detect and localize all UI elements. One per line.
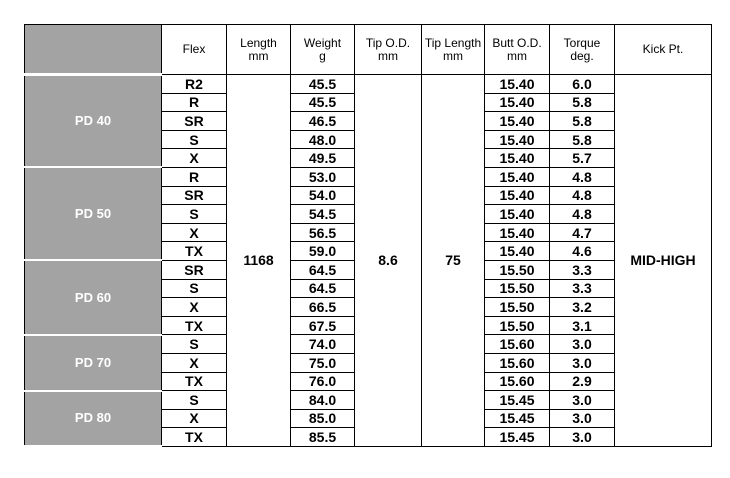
torque-cell: 5.8 [550, 93, 615, 112]
torque-cell: 3.3 [550, 279, 615, 298]
butt-od-cell: 15.50 [485, 298, 550, 317]
weight-cell: 85.5 [291, 428, 355, 447]
torque-cell: 3.2 [550, 298, 615, 317]
weight-cell: 54.0 [291, 186, 355, 205]
flex-cell: R [162, 167, 227, 186]
butt-od-cell: 15.40 [485, 223, 550, 242]
tip-od-cell: 8.6 [355, 75, 422, 447]
flex-cell: R2 [162, 75, 227, 94]
model-name-cell: PD 60 [25, 260, 162, 334]
butt-od-cell: 15.40 [485, 205, 550, 224]
flex-cell: TX [162, 428, 227, 447]
header-length: Length mm [227, 25, 291, 75]
butt-od-cell: 15.60 [485, 335, 550, 354]
header-tip-length: Tip Length mm [422, 25, 485, 75]
torque-cell: 3.3 [550, 260, 615, 279]
flex-cell: R [162, 93, 227, 112]
torque-cell: 5.7 [550, 149, 615, 168]
torque-cell: 4.7 [550, 223, 615, 242]
weight-cell: 64.5 [291, 279, 355, 298]
weight-cell: 67.5 [291, 316, 355, 335]
torque-cell: 5.8 [550, 112, 615, 131]
weight-cell: 56.5 [291, 223, 355, 242]
weight-cell: 48.0 [291, 130, 355, 149]
flex-cell: S [162, 335, 227, 354]
torque-cell: 4.6 [550, 242, 615, 261]
butt-od-cell: 15.40 [485, 75, 550, 94]
torque-cell: 5.8 [550, 130, 615, 149]
butt-od-cell: 15.60 [485, 353, 550, 372]
weight-cell: 45.5 [291, 93, 355, 112]
butt-od-cell: 15.50 [485, 316, 550, 335]
torque-cell: 4.8 [550, 186, 615, 205]
flex-cell: X [162, 223, 227, 242]
torque-cell: 3.0 [550, 391, 615, 410]
header-weight: Weight g [291, 25, 355, 75]
model-name-cell: PD 70 [25, 335, 162, 391]
weight-cell: 75.0 [291, 353, 355, 372]
flex-cell: SR [162, 186, 227, 205]
model-name-cell: PD 40 [25, 75, 162, 168]
torque-cell: 3.0 [550, 335, 615, 354]
header-corner [25, 25, 162, 75]
header-torque: Torque deg. [550, 25, 615, 75]
flex-cell: TX [162, 316, 227, 335]
header-butt-od: Butt O.D. mm [485, 25, 550, 75]
length-cell: 1168 [227, 75, 291, 447]
weight-cell: 45.5 [291, 75, 355, 94]
butt-od-cell: 15.40 [485, 149, 550, 168]
header-flex: Flex [162, 25, 227, 75]
spec-table-body [25, 75, 712, 447]
butt-od-cell: 15.40 [485, 93, 550, 112]
flex-cell: S [162, 279, 227, 298]
weight-cell: 66.5 [291, 298, 355, 317]
weight-cell: 49.5 [291, 149, 355, 168]
butt-od-cell: 15.45 [485, 391, 550, 410]
torque-cell: 6.0 [550, 75, 615, 94]
header-kick-point: Kick Pt. [615, 25, 712, 75]
flex-cell: S [162, 130, 227, 149]
butt-od-cell: 15.45 [485, 428, 550, 447]
butt-od-cell: 15.40 [485, 167, 550, 186]
weight-cell: 54.5 [291, 205, 355, 224]
butt-od-cell: 15.40 [485, 186, 550, 205]
butt-od-cell: 15.40 [485, 112, 550, 131]
butt-od-cell: 15.40 [485, 242, 550, 261]
weight-cell: 59.0 [291, 242, 355, 261]
torque-cell: 2.9 [550, 372, 615, 391]
butt-od-cell: 15.50 [485, 279, 550, 298]
torque-cell: 4.8 [550, 167, 615, 186]
model-name-cell: PD 50 [25, 167, 162, 260]
flex-cell: X [162, 353, 227, 372]
flex-cell: X [162, 409, 227, 428]
flex-cell: S [162, 391, 227, 410]
tip-length-cell: 75 [422, 75, 485, 447]
header-row [25, 25, 712, 75]
weight-cell: 46.5 [291, 112, 355, 131]
weight-cell: 74.0 [291, 335, 355, 354]
torque-cell: 3.0 [550, 353, 615, 372]
torque-cell: 3.0 [550, 428, 615, 447]
weight-cell: 85.0 [291, 409, 355, 428]
model-name-cell: PD 80 [25, 391, 162, 447]
table-row [25, 75, 712, 94]
weight-cell: 84.0 [291, 391, 355, 410]
flex-cell: TX [162, 372, 227, 391]
shaft-spec-table [24, 24, 711, 446]
butt-od-cell: 15.50 [485, 260, 550, 279]
butt-od-cell: 15.45 [485, 409, 550, 428]
flex-cell: TX [162, 242, 227, 261]
torque-cell: 4.8 [550, 205, 615, 224]
weight-cell: 76.0 [291, 372, 355, 391]
flex-cell: X [162, 149, 227, 168]
butt-od-cell: 15.40 [485, 130, 550, 149]
flex-cell: SR [162, 260, 227, 279]
torque-cell: 3.1 [550, 316, 615, 335]
torque-cell: 3.0 [550, 409, 615, 428]
kick-point-cell: MID-HIGH [615, 75, 712, 447]
weight-cell: 53.0 [291, 167, 355, 186]
butt-od-cell: 15.60 [485, 372, 550, 391]
flex-cell: S [162, 205, 227, 224]
flex-cell: SR [162, 112, 227, 131]
header-tip-od: Tip O.D. mm [355, 25, 422, 75]
flex-cell: X [162, 298, 227, 317]
weight-cell: 64.5 [291, 260, 355, 279]
